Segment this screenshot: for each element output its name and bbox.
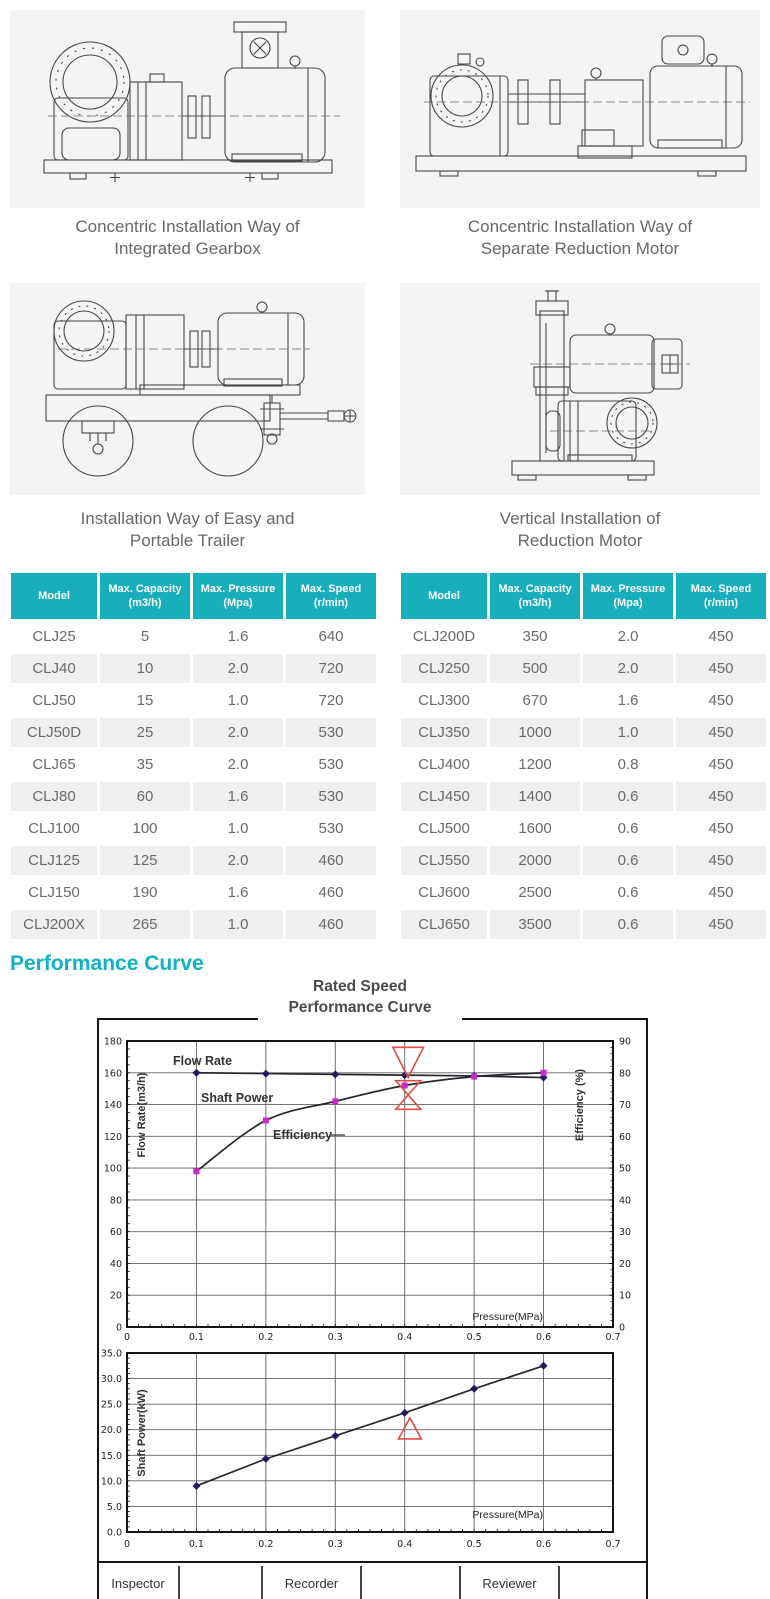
x-tick-label: 0	[123, 1539, 131, 1550]
annotation-triangle-up	[396, 1095, 421, 1109]
table-cell: 1.6	[617, 692, 639, 709]
figure-title-line: Rated Speed	[313, 978, 407, 995]
table-row	[401, 654, 766, 683]
table-row	[401, 910, 766, 939]
spec-table-header	[11, 573, 376, 619]
table-cell: 1600	[518, 820, 552, 837]
table-cell: 2.0	[193, 718, 283, 747]
x-tick-label: 0.5	[466, 1539, 482, 1550]
y-tick-label: 80	[109, 1195, 122, 1207]
table-cell: 3500	[490, 910, 580, 939]
table-cell: 1.6	[227, 628, 249, 645]
table-cell: CLJ500	[418, 820, 470, 837]
table-row	[401, 878, 766, 907]
data-marker	[540, 1362, 548, 1370]
y-tick-label: 40	[109, 1258, 122, 1270]
table-cell: 500	[490, 654, 580, 683]
right-tick-label: 80	[619, 1068, 632, 1080]
right-tick-label: 60	[619, 1131, 632, 1143]
data-marker	[193, 1168, 199, 1174]
table-row	[11, 910, 376, 939]
table-row	[11, 878, 376, 907]
y-tick-label: 0.0	[106, 1527, 122, 1539]
table-cell: CLJ50	[32, 692, 76, 709]
right-tick-label: 70	[619, 1100, 632, 1112]
table-cell: 1.0	[227, 820, 249, 837]
table-cell: 1.0	[583, 718, 673, 747]
table-cell: 460	[286, 910, 376, 939]
table-cell: 450	[676, 654, 766, 683]
annotation-triangle-up	[398, 1418, 421, 1439]
caption-separate-reduction-motor	[400, 216, 760, 261]
y-tick-label: 20.0	[100, 1425, 122, 1437]
caption-vertical-installation	[400, 508, 760, 553]
right-tick-label: 10	[619, 1290, 632, 1302]
table-cell: 720	[318, 692, 344, 709]
table-cell: 450	[676, 782, 766, 811]
table-cell: 1.6	[227, 884, 249, 901]
x-axis-title: Pressure(MPa)	[472, 1509, 543, 1521]
table-cell: 0.8	[617, 756, 639, 773]
table-cell: 350	[522, 628, 548, 645]
column-header: Max. Speed (r/min)	[286, 573, 376, 619]
table-cell: CLJ25	[32, 628, 76, 645]
table-cell: 1.6	[193, 782, 283, 811]
x-tick-label: 0.4	[397, 1332, 413, 1343]
caption-line: Integrated Gearbox	[114, 239, 261, 259]
table-cell: CLJ80	[11, 782, 97, 811]
table-cell: 530	[318, 820, 344, 837]
series-label: Flow Rate	[173, 1054, 233, 1068]
table-cell: 1.0	[193, 910, 283, 939]
x-tick-label: 0.1	[188, 1539, 204, 1550]
table-cell: 60	[100, 782, 190, 811]
table-cell: 670	[522, 692, 548, 709]
right-tick-label: 20	[619, 1258, 632, 1270]
x-tick-label: 0.2	[258, 1332, 274, 1343]
table-cell: 2.0	[227, 756, 249, 773]
column-header: Max. Speed (r/min)	[676, 573, 766, 619]
technical-drawing-vertical-installation	[400, 283, 760, 495]
x-tick-label: 0.7	[605, 1539, 621, 1550]
caption-portable-trailer	[10, 508, 365, 553]
data-marker	[332, 1098, 338, 1104]
table-row	[11, 782, 376, 811]
table-cell: CLJ450	[401, 782, 487, 811]
right-tick-label: 50	[619, 1163, 632, 1175]
data-marker	[470, 1385, 478, 1393]
y-tick-label: 15.0	[100, 1450, 122, 1462]
caption-integrated-gearbox	[10, 216, 365, 261]
y-tick-label: 160	[103, 1068, 122, 1080]
table-row	[11, 622, 376, 651]
data-marker	[192, 1069, 200, 1077]
table-row	[11, 814, 376, 843]
table-row	[11, 654, 376, 683]
right-tick-label: 90	[619, 1036, 632, 1048]
table-cell: CLJ100	[28, 820, 80, 837]
caption-line: Concentric Installation Way of	[467, 217, 693, 236]
table-cell: 0.6	[617, 820, 639, 837]
table-row	[401, 782, 766, 811]
data-marker	[471, 1074, 477, 1080]
data-marker	[331, 1432, 339, 1440]
table-row	[401, 718, 766, 747]
table-row	[11, 750, 376, 779]
table-cell: 35	[136, 756, 154, 773]
table-cell: 5	[140, 628, 150, 645]
x-tick-label: 0.6	[536, 1539, 552, 1550]
table-row	[401, 846, 766, 875]
table-cell: CLJ250	[401, 654, 487, 683]
figure-title-line: Performance Curve	[288, 998, 432, 1016]
table-cell: 640	[318, 628, 344, 645]
y-tick-label: 60	[109, 1227, 122, 1239]
series-label: Efficiency	[273, 1128, 333, 1142]
spec-table-left	[8, 570, 379, 942]
table-cell: 530	[286, 782, 376, 811]
table-cell: 2.0	[193, 654, 283, 683]
table-cell: CLJ200D	[412, 628, 476, 645]
drawing-panel-separate-reduction-motor	[400, 10, 760, 208]
table-cell: 2000	[490, 846, 580, 875]
drawing-panel-portable-trailer	[10, 283, 365, 495]
x-tick-label: 0.5	[466, 1332, 482, 1343]
performance-curve-figure	[97, 1018, 648, 1599]
table-cell: CLJ650	[401, 910, 487, 939]
header-row	[11, 573, 376, 619]
table-cell: 450	[708, 692, 734, 709]
table-row	[11, 686, 376, 715]
table-cell: 265	[100, 910, 190, 939]
spec-table-header	[401, 573, 766, 619]
left-axis-title: Flow Rate(m3/h)	[136, 1072, 148, 1158]
caption-line: Reduction Motor	[517, 531, 643, 551]
x-tick-label: 0	[123, 1332, 131, 1343]
table-cell: 10	[100, 654, 190, 683]
table-cell: 25	[100, 718, 190, 747]
y-tick-label: 140	[103, 1100, 122, 1112]
y-tick-label: 35.0	[100, 1348, 122, 1360]
table-cell: 450	[676, 846, 766, 875]
technical-drawing-separate-reduction-motor	[400, 10, 760, 208]
table-row	[401, 686, 766, 715]
series-label: Shaft Power	[201, 1091, 274, 1105]
table-cell: 450	[708, 756, 734, 773]
y-tick-label: 30.0	[100, 1374, 122, 1386]
figure-title	[258, 977, 462, 1023]
table-cell: CLJ40	[11, 654, 97, 683]
table-cell: 2.0	[193, 846, 283, 875]
data-marker	[262, 1455, 270, 1463]
caption-line: Installation Way of Easy and	[80, 509, 295, 528]
x-tick-label: 0.1	[188, 1332, 204, 1343]
table-cell: CLJ125	[11, 846, 97, 875]
table-cell: 0.6	[583, 782, 673, 811]
y-tick-label: 20	[109, 1290, 122, 1302]
technical-drawing-portable-trailer	[10, 283, 365, 495]
table-row	[11, 846, 376, 875]
column-header: Max. Pressure (Mpa)	[193, 573, 283, 619]
table-cell: 530	[286, 718, 376, 747]
table-cell: CLJ350	[401, 718, 487, 747]
table-cell: 1200	[518, 756, 552, 773]
table-cell: 0.6	[617, 884, 639, 901]
table-cell: 190	[132, 884, 158, 901]
table-row	[11, 718, 376, 747]
y-tick-label: 5.0	[106, 1501, 122, 1513]
right-tick-label: 0	[619, 1322, 626, 1334]
caption-line: Separate Reduction Motor	[480, 239, 680, 259]
column-header: Model	[401, 573, 487, 619]
table-cell: 1.0	[227, 692, 249, 709]
table-cell: CLJ300	[418, 692, 470, 709]
strip-cell-label: Recorder	[284, 1576, 339, 1591]
table-cell: 450	[708, 628, 734, 645]
y-tick-label: 100	[103, 1163, 122, 1175]
table-cell: 100	[132, 820, 158, 837]
table-cell: 450	[708, 884, 734, 901]
column-header: Max. Capacity (m3/h)	[490, 573, 580, 619]
table-cell: CLJ400	[418, 756, 470, 773]
table-cell: CLJ65	[32, 756, 76, 773]
column-header: Model	[11, 573, 97, 619]
data-marker	[262, 1070, 270, 1078]
caption-line: Portable Trailer	[129, 531, 246, 551]
table-row	[401, 750, 766, 779]
y-tick-label: 0	[115, 1322, 122, 1334]
data-marker	[541, 1070, 547, 1076]
table-cell: 1400	[490, 782, 580, 811]
x-tick-label: 0.2	[258, 1539, 274, 1550]
table-cell: 0.6	[583, 910, 673, 939]
x-tick-label: 0.7	[605, 1332, 621, 1343]
section-title-performance-curve: Performance Curve	[10, 952, 204, 975]
table-cell: 0.6	[583, 846, 673, 875]
table-cell: CLJ200X	[11, 910, 97, 939]
table-cell: 460	[318, 884, 344, 901]
column-header: Max. Capacity (m3/h)	[100, 573, 190, 619]
series-line	[196, 1366, 543, 1486]
table-row	[401, 814, 766, 843]
table-cell: CLJ50D	[11, 718, 97, 747]
table-row	[401, 622, 766, 651]
y-tick-label: 120	[103, 1131, 122, 1143]
right-tick-label: 40	[619, 1195, 632, 1207]
x-tick-label: 0.6	[536, 1332, 552, 1343]
y-tick-label: 180	[103, 1036, 122, 1048]
table-cell: CLJ150	[28, 884, 80, 901]
table-cell: 1000	[490, 718, 580, 747]
spec-table-body	[401, 622, 766, 939]
data-marker	[263, 1117, 269, 1123]
data-marker	[192, 1482, 200, 1490]
y-tick-label: 25.0	[100, 1399, 122, 1411]
table-cell: 2.0	[617, 628, 639, 645]
table-cell: 720	[286, 654, 376, 683]
table-cell: 450	[676, 910, 766, 939]
caption-line: Concentric Installation Way of	[75, 217, 300, 236]
table-cell: 450	[708, 820, 734, 837]
right-axis-title: Efficiency (%)	[574, 1068, 586, 1142]
table-cell: 450	[676, 718, 766, 747]
data-marker	[331, 1070, 339, 1078]
table-cell: CLJ550	[401, 846, 487, 875]
strip-cell-label: Inspector	[111, 1576, 165, 1591]
table-cell: 460	[286, 846, 376, 875]
x-tick-label: 0.4	[397, 1539, 413, 1550]
table-cell: CLJ600	[418, 884, 470, 901]
table-cell: 125	[100, 846, 190, 875]
y-tick-label: 10.0	[100, 1476, 122, 1488]
table-cell: 530	[318, 756, 344, 773]
plot-area	[127, 1041, 613, 1327]
technical-drawing-integrated-gearbox	[10, 10, 365, 208]
strip-cell-label: Reviewer	[482, 1576, 537, 1591]
right-tick-label: 30	[619, 1227, 632, 1239]
plot-area	[127, 1353, 613, 1532]
spec-table-right	[398, 570, 769, 942]
series-line	[196, 1073, 543, 1172]
x-tick-label: 0.3	[327, 1539, 343, 1550]
column-header: Max. Pressure (Mpa)	[583, 573, 673, 619]
drawing-panel-integrated-gearbox	[10, 10, 365, 208]
left-axis-title: Shaft Power(kW)	[136, 1389, 148, 1477]
caption-line: Vertical Installation of	[499, 509, 661, 528]
table-cell: 2.0	[583, 654, 673, 683]
drawing-panel-vertical-installation	[400, 283, 760, 495]
x-tick-label: 0.3	[327, 1332, 343, 1343]
header-row	[401, 573, 766, 619]
spec-table-body	[11, 622, 376, 939]
table-cell: 2500	[518, 884, 552, 901]
x-axis-title: Pressure(MPa)	[472, 1311, 543, 1323]
data-marker	[401, 1409, 409, 1417]
table-cell: 15	[136, 692, 154, 709]
